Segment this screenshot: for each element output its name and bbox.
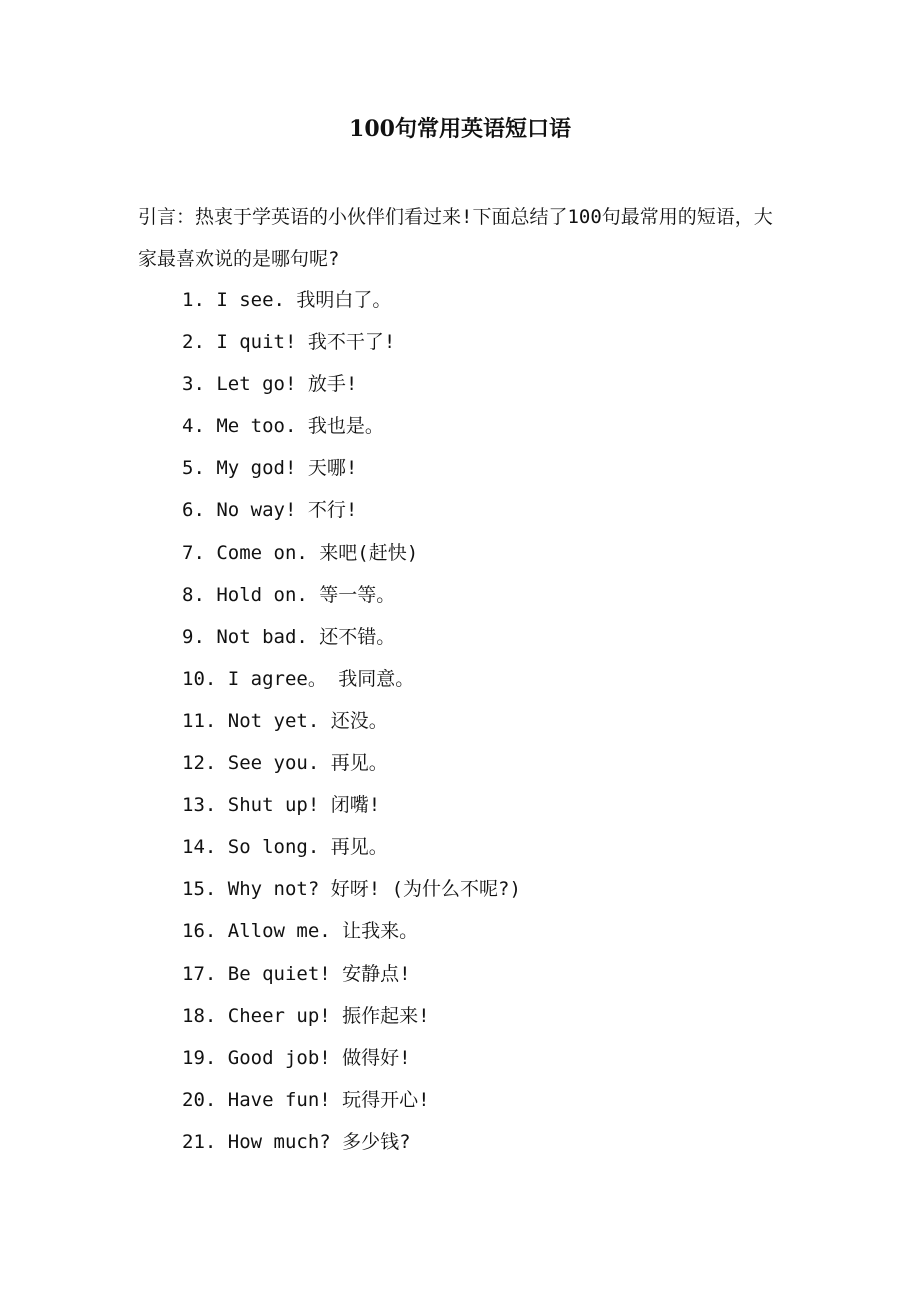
item-number: 6. xyxy=(182,499,205,522)
list-item xyxy=(182,1079,782,1121)
item-number: 4. xyxy=(182,415,205,438)
item-number: 11. xyxy=(182,709,217,732)
list-item xyxy=(182,279,782,321)
item-text: Allow me. 让我来。 xyxy=(227,920,419,943)
item-text: Hold on. 等一等。 xyxy=(216,583,396,606)
list-item xyxy=(182,784,782,826)
list-item xyxy=(182,995,782,1037)
item-text: I quit! 我不干了! xyxy=(216,331,396,354)
list-item xyxy=(182,532,782,574)
item-number: 1. xyxy=(182,289,205,311)
item-number: 3. xyxy=(182,373,205,396)
item-number: 5. xyxy=(182,457,205,480)
list-item xyxy=(182,574,782,616)
list-item xyxy=(182,321,782,363)
item-number: 16. xyxy=(182,920,217,943)
item-number: 10. xyxy=(182,667,217,690)
item-text: Me too. 我也是。 xyxy=(216,415,384,438)
item-text: Shut up! 闭嘴! xyxy=(227,794,381,817)
item-text: Cheer up! 振作起来! xyxy=(227,1004,430,1027)
item-text: So long. 再见。 xyxy=(227,836,388,859)
item-text: Why not? 好呀! (为什么不呢?) xyxy=(227,878,521,901)
item-number: 13. xyxy=(182,794,217,817)
list-item xyxy=(182,363,782,405)
item-number: 19. xyxy=(182,1046,217,1069)
list-item xyxy=(182,658,782,700)
item-number: 12. xyxy=(182,752,217,775)
list-item xyxy=(182,953,782,995)
list-item xyxy=(182,826,782,868)
item-number: 7. xyxy=(182,541,205,564)
list-item xyxy=(182,616,782,658)
item-text: Good job! 做得好! xyxy=(227,1046,411,1069)
list-item xyxy=(182,742,782,784)
document-title: 100句常用英语短口语 xyxy=(349,116,571,142)
item-number: 9. xyxy=(182,625,205,648)
item-text: Have fun! 玩得开心! xyxy=(227,1088,430,1111)
list-item xyxy=(182,489,782,531)
list-item xyxy=(182,405,782,447)
item-number: 21. xyxy=(182,1130,217,1153)
item-number: 17. xyxy=(182,962,217,985)
item-text: I see. 我明白了。 xyxy=(216,289,392,311)
item-number: 18. xyxy=(182,1004,217,1027)
phrase-list xyxy=(182,279,782,1163)
item-number: 20. xyxy=(182,1088,217,1111)
item-number: 8. xyxy=(182,583,205,606)
item-text: My god! 天哪! xyxy=(216,457,358,480)
list-item xyxy=(182,447,782,489)
item-text: I agree。 我同意。 xyxy=(227,667,415,690)
item-number: 2. xyxy=(182,331,205,354)
intro-paragraph: 引言：热衷于学英语的小伙伴们看过来!下面总结了100句最常用的短语，大家最喜欢说的是哪句呢? xyxy=(138,206,773,270)
list-item xyxy=(182,868,782,910)
list-item xyxy=(182,1121,782,1163)
list-item xyxy=(182,1037,782,1079)
list-item xyxy=(182,700,782,742)
item-number: 14. xyxy=(182,836,217,859)
list-item xyxy=(182,910,782,952)
item-text: No way! 不行! xyxy=(216,499,358,522)
item-text: Come on. 来吧(赶快) xyxy=(216,541,419,564)
item-text: Not yet. 还没。 xyxy=(227,709,388,732)
item-text: See you. 再见。 xyxy=(227,752,388,775)
item-text: Not bad. 还不错。 xyxy=(216,625,396,648)
item-text: How much? 多少钱? xyxy=(227,1130,411,1153)
item-number: 15. xyxy=(182,878,217,901)
item-text: Let go! 放手! xyxy=(216,373,358,396)
item-text: Be quiet! 安静点! xyxy=(227,962,411,985)
